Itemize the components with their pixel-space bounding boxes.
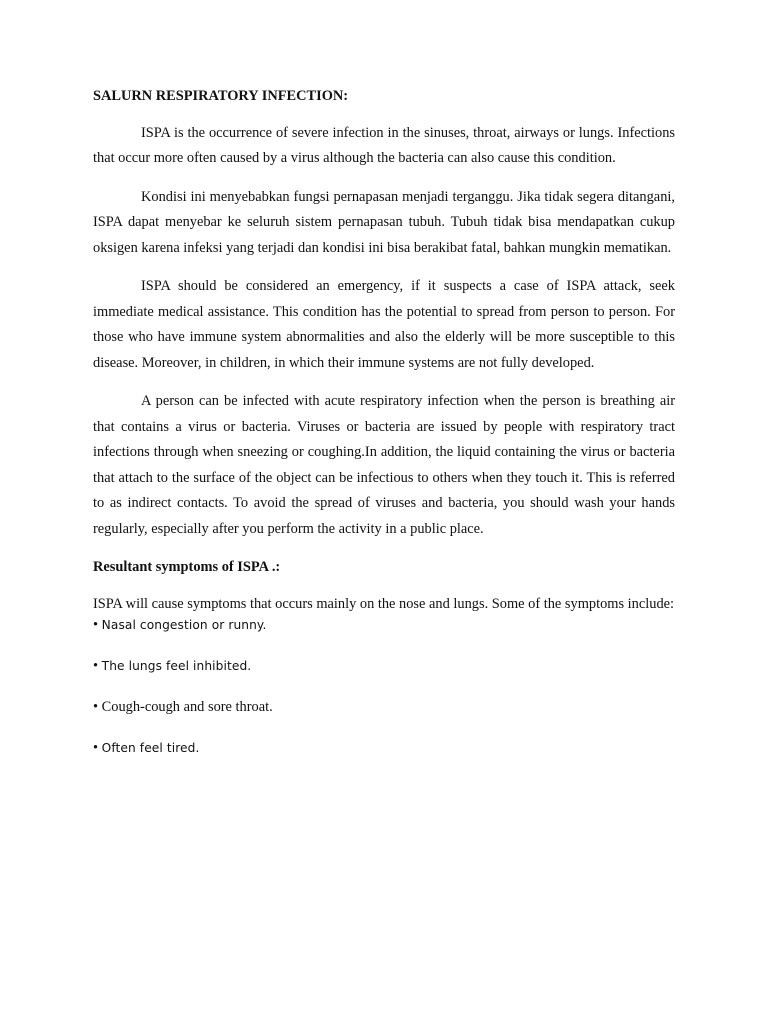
list-item bbox=[93, 697, 675, 717]
paragraph-emergency: ISPA should be considered an emergency, if it suspects a case of ISPA attack, seek immediate medical assistance. This condition has the potential to spread from person to person. For those who have immune system abnormalities and also the elderly will be more susceptible to this disease. Moreover, in children, in which their immune systems are not fully developed. bbox=[93, 278, 675, 371]
symptom-text: The lungs feel inhibited. bbox=[101, 659, 252, 673]
list-item bbox=[93, 738, 675, 758]
symptom-text: Often feel tired. bbox=[101, 741, 200, 755]
symptoms-list bbox=[93, 615, 675, 758]
document-body bbox=[93, 84, 675, 779]
bullet-marker: • bbox=[93, 699, 99, 715]
symptoms-intro: ISPA will cause symptoms that occurs mainly on the nose and lungs. Some of the symptoms include: bbox=[93, 595, 675, 612]
list-item bbox=[93, 615, 675, 635]
paragraph-ispa-definition: ISPA is the occurrence of severe infection in the sinuses, throat, airways or lungs. Infections that occur more often caused by a virus although the bacteria can also cause this condition. bbox=[93, 124, 675, 166]
symptom-text: Nasal congestion or runny. bbox=[101, 618, 267, 632]
bullet-marker: • bbox=[93, 740, 99, 756]
main-heading: SALURN RESPIRATORY INFECTION: bbox=[93, 88, 349, 104]
bullet-marker: • bbox=[93, 617, 99, 633]
list-item bbox=[93, 656, 675, 676]
bullet-marker: • bbox=[93, 658, 99, 674]
paragraph-indonesian: Kondisi ini menyebabkan fungsi pernapasan menjadi terganggu. Jika tidak segera ditangani, ISPA dapat menyebar ke seluruh sistem pernapasan tubuh. Tubuh tidak bisa mendapatkan cukup oksigen karena infeksi yang terjadi dan kondisi ini bisa berakibat fatal, bahkan mungkin mematikan. bbox=[93, 188, 675, 256]
symptom-text: Cough-cough and sore throat. bbox=[101, 699, 273, 715]
symptoms-heading: Resultant symptoms of ISPA .: bbox=[93, 559, 281, 575]
paragraph-transmission: A person can be infected with acute respiratory infection when the person is breathing air that contains a virus or bacteria. Viruses or bacteria are issued by people with respiratory tract infections through when sneezing or coughing.In addition, the liquid containing the virus or bacteria that attach to the surface of the object can be infectious to others when they touch it. This is referred to as indirect contacts. To avoid the spread of viruses and bacteria, you should wash your hands regularly, especially after you perform the activity in a public place. bbox=[93, 393, 675, 537]
